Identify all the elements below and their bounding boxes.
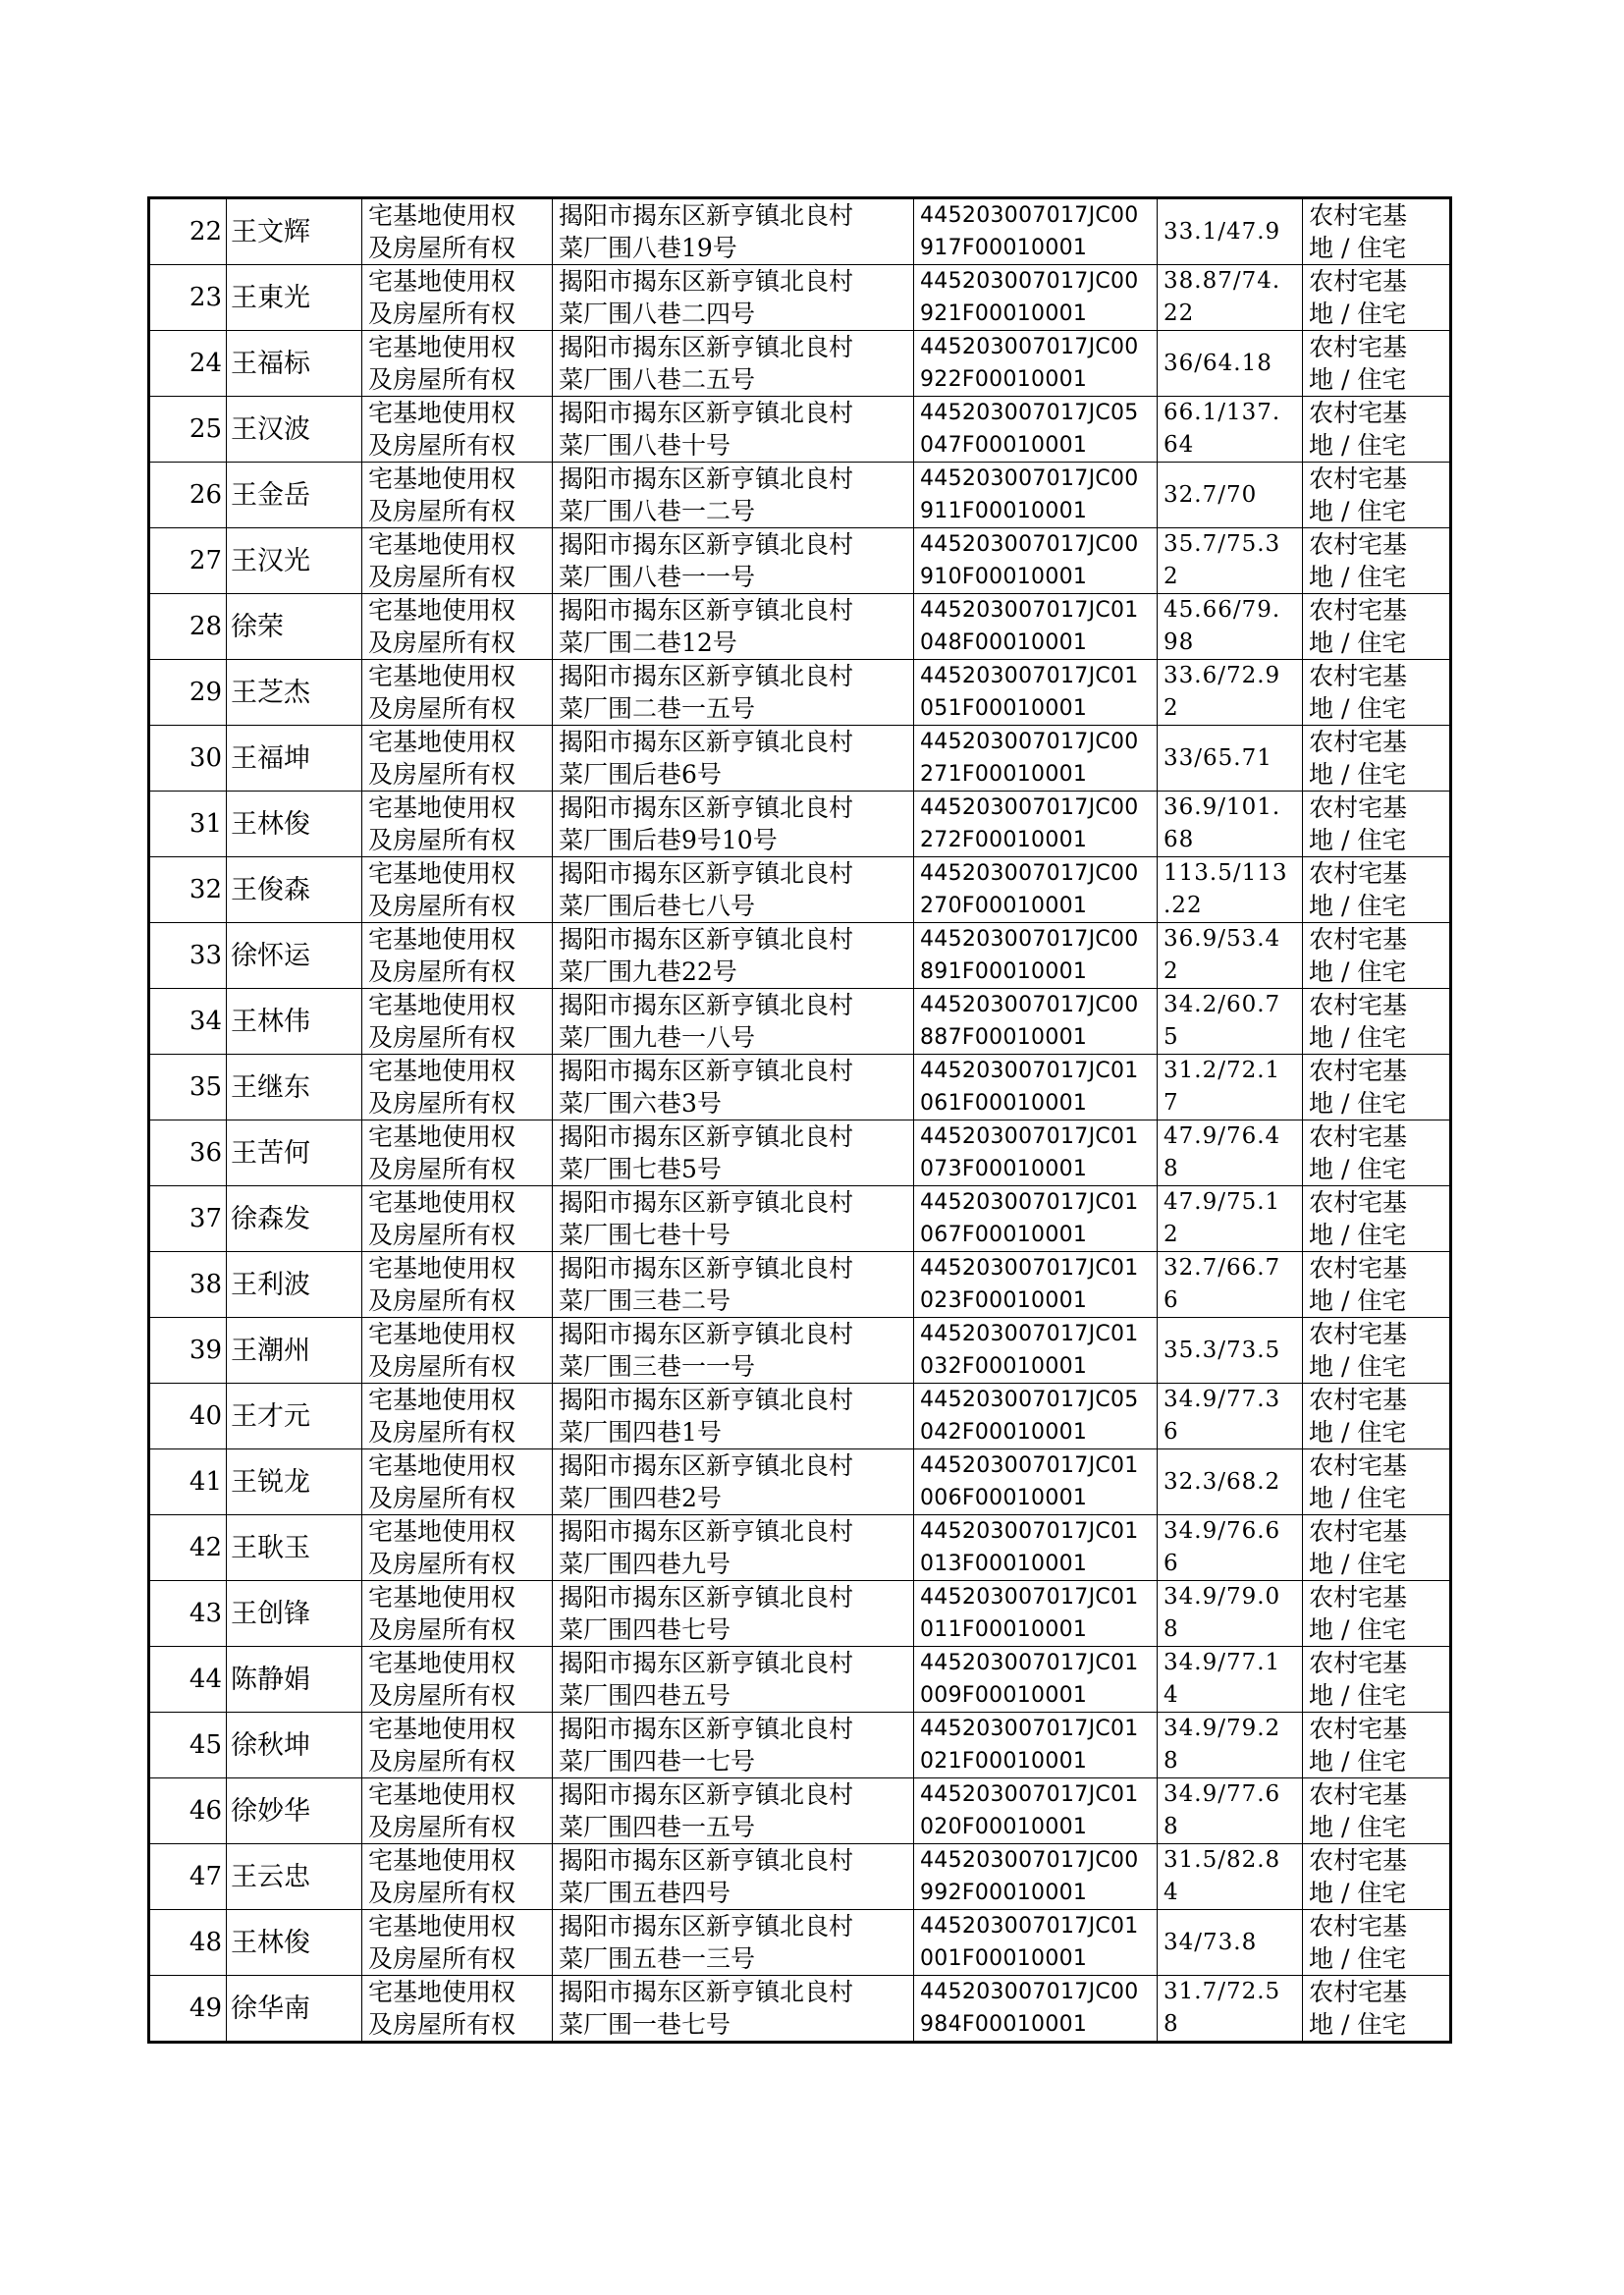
table-row — [149, 1120, 1451, 1186]
right-type-cell: 宅基地使用权 及房屋所有权 — [362, 594, 553, 660]
unit-code-cell: 445203007017JC01 009F00010001 — [914, 1647, 1158, 1713]
table-row — [149, 1976, 1451, 2043]
right-type-cell: 宅基地使用权 及房屋所有权 — [362, 463, 553, 528]
unit-code-cell: 445203007017JC01 061F00010001 — [914, 1055, 1158, 1120]
table-row — [149, 726, 1451, 792]
unit-code-cell: 445203007017JC01 073F00010001 — [914, 1120, 1158, 1186]
land-use-cell: 农村宅基 地 / 住宅 — [1303, 1713, 1451, 1778]
right-type-cell: 宅基地使用权 及房屋所有权 — [362, 857, 553, 923]
table-row — [149, 1055, 1451, 1120]
row-number-cell: 26 — [149, 463, 227, 528]
unit-code-cell: 445203007017JC00 272F00010001 — [914, 792, 1158, 857]
land-use-cell: 农村宅基 地 / 住宅 — [1303, 265, 1451, 331]
land-use-cell: 农村宅基 地 / 住宅 — [1303, 1647, 1451, 1713]
land-use-cell: 农村宅基 地 / 住宅 — [1303, 331, 1451, 397]
right-type-cell: 宅基地使用权 及房屋所有权 — [362, 1120, 553, 1186]
owner-name-cell: 徐华南 — [227, 1976, 362, 2043]
unit-code-cell: 445203007017JC01 011F00010001 — [914, 1581, 1158, 1647]
row-number-cell: 30 — [149, 726, 227, 792]
row-number-cell: 39 — [149, 1318, 227, 1384]
land-building-area-cell: 34.9/76.6 6 — [1158, 1515, 1303, 1581]
unit-code-cell: 445203007017JC01 013F00010001 — [914, 1515, 1158, 1581]
row-number-cell: 45 — [149, 1713, 227, 1778]
land-building-area-cell: 32.7/70 — [1158, 463, 1303, 528]
row-number-cell: 49 — [149, 1976, 227, 2043]
land-use-cell: 农村宅基 地 / 住宅 — [1303, 989, 1451, 1055]
unit-code-cell: 445203007017JC01 032F00010001 — [914, 1318, 1158, 1384]
land-building-area-cell: 113.5/113 .22 — [1158, 857, 1303, 923]
owner-name-cell: 王创锋 — [227, 1581, 362, 1647]
table-row — [149, 923, 1451, 989]
land-building-area-cell: 35.7/75.3 2 — [1158, 528, 1303, 594]
property-address-cell: 揭阳市揭东区新亨镇北良村 菜厂围八巷十号 — [553, 397, 914, 463]
property-address-cell: 揭阳市揭东区新亨镇北良村 菜厂围三巷二号 — [553, 1252, 914, 1318]
row-number-cell: 24 — [149, 331, 227, 397]
land-use-cell: 农村宅基 地 / 住宅 — [1303, 1976, 1451, 2043]
table-row — [149, 1318, 1451, 1384]
land-building-area-cell: 32.3/68.2 — [1158, 1449, 1303, 1515]
row-number-cell: 37 — [149, 1186, 227, 1252]
row-number-cell: 44 — [149, 1647, 227, 1713]
property-address-cell: 揭阳市揭东区新亨镇北良村 菜厂围九巷22号 — [553, 923, 914, 989]
right-type-cell: 宅基地使用权 及房屋所有权 — [362, 1515, 553, 1581]
right-type-cell: 宅基地使用权 及房屋所有权 — [362, 792, 553, 857]
owner-name-cell: 王金岳 — [227, 463, 362, 528]
right-type-cell: 宅基地使用权 及房屋所有权 — [362, 1976, 553, 2043]
owner-name-cell: 王汉光 — [227, 528, 362, 594]
owner-name-cell: 王林俊 — [227, 792, 362, 857]
property-address-cell: 揭阳市揭东区新亨镇北良村 菜厂围八巷一二号 — [553, 463, 914, 528]
owner-name-cell: 徐荣 — [227, 594, 362, 660]
table-row — [149, 1252, 1451, 1318]
table-row — [149, 331, 1451, 397]
property-address-cell: 揭阳市揭东区新亨镇北良村 菜厂围四巷一七号 — [553, 1713, 914, 1778]
land-use-cell: 农村宅基 地 / 住宅 — [1303, 1120, 1451, 1186]
unit-code-cell: 445203007017JC00 917F00010001 — [914, 198, 1158, 265]
row-number-cell: 23 — [149, 265, 227, 331]
table-row — [149, 1647, 1451, 1713]
unit-code-cell: 445203007017JC01 067F00010001 — [914, 1186, 1158, 1252]
right-type-cell: 宅基地使用权 及房屋所有权 — [362, 1778, 553, 1844]
owner-name-cell: 徐秋坤 — [227, 1713, 362, 1778]
unit-code-cell: 445203007017JC01 048F00010001 — [914, 594, 1158, 660]
table-row — [149, 1778, 1451, 1844]
property-address-cell: 揭阳市揭东区新亨镇北良村 菜厂围五巷四号 — [553, 1844, 914, 1910]
row-number-cell: 46 — [149, 1778, 227, 1844]
land-building-area-cell: 33.6/72.9 2 — [1158, 660, 1303, 726]
property-address-cell: 揭阳市揭东区新亨镇北良村 菜厂围六巷3号 — [553, 1055, 914, 1120]
land-use-cell: 农村宅基 地 / 住宅 — [1303, 198, 1451, 265]
property-address-cell: 揭阳市揭东区新亨镇北良村 菜厂围二巷一五号 — [553, 660, 914, 726]
right-type-cell: 宅基地使用权 及房屋所有权 — [362, 923, 553, 989]
table-row — [149, 792, 1451, 857]
property-address-cell: 揭阳市揭东区新亨镇北良村 菜厂围八巷19号 — [553, 198, 914, 265]
land-use-cell: 农村宅基 地 / 住宅 — [1303, 1449, 1451, 1515]
table-row — [149, 528, 1451, 594]
owner-name-cell: 王汉波 — [227, 397, 362, 463]
right-type-cell: 宅基地使用权 及房屋所有权 — [362, 1713, 553, 1778]
land-use-cell: 农村宅基 地 / 住宅 — [1303, 594, 1451, 660]
unit-code-cell: 445203007017JC00 992F00010001 — [914, 1844, 1158, 1910]
right-type-cell: 宅基地使用权 及房屋所有权 — [362, 528, 553, 594]
owner-name-cell: 王利波 — [227, 1252, 362, 1318]
property-address-cell: 揭阳市揭东区新亨镇北良村 菜厂围八巷二五号 — [553, 331, 914, 397]
property-address-cell: 揭阳市揭东区新亨镇北良村 菜厂围后巷9号10号 — [553, 792, 914, 857]
owner-name-cell: 王福坤 — [227, 726, 362, 792]
unit-code-cell: 445203007017JC00 922F00010001 — [914, 331, 1158, 397]
table-row — [149, 1844, 1451, 1910]
row-number-cell: 38 — [149, 1252, 227, 1318]
land-building-area-cell: 66.1/137. 64 — [1158, 397, 1303, 463]
property-address-cell: 揭阳市揭东区新亨镇北良村 菜厂围四巷五号 — [553, 1647, 914, 1713]
owner-name-cell: 陈静娟 — [227, 1647, 362, 1713]
land-building-area-cell: 31.2/72.1 7 — [1158, 1055, 1303, 1120]
property-address-cell: 揭阳市揭东区新亨镇北良村 菜厂围四巷七号 — [553, 1581, 914, 1647]
table-row — [149, 1713, 1451, 1778]
unit-code-cell: 445203007017JC00 887F00010001 — [914, 989, 1158, 1055]
unit-code-cell: 445203007017JC05 047F00010001 — [914, 397, 1158, 463]
land-building-area-cell: 31.5/82.8 4 — [1158, 1844, 1303, 1910]
right-type-cell: 宅基地使用权 及房屋所有权 — [362, 265, 553, 331]
property-address-cell: 揭阳市揭东区新亨镇北良村 菜厂围七巷十号 — [553, 1186, 914, 1252]
right-type-cell: 宅基地使用权 及房屋所有权 — [362, 1581, 553, 1647]
owner-name-cell: 王继东 — [227, 1055, 362, 1120]
row-number-cell: 34 — [149, 989, 227, 1055]
right-type-cell: 宅基地使用权 及房屋所有权 — [362, 1055, 553, 1120]
unit-code-cell: 445203007017JC00 984F00010001 — [914, 1976, 1158, 2043]
property-address-cell: 揭阳市揭东区新亨镇北良村 菜厂围四巷九号 — [553, 1515, 914, 1581]
land-building-area-cell: 34/73.8 — [1158, 1910, 1303, 1976]
land-use-cell: 农村宅基 地 / 住宅 — [1303, 1318, 1451, 1384]
unit-code-cell: 445203007017JC01 020F00010001 — [914, 1778, 1158, 1844]
property-address-cell: 揭阳市揭东区新亨镇北良村 菜厂围五巷一三号 — [553, 1910, 914, 1976]
land-building-area-cell: 45.66/79. 98 — [1158, 594, 1303, 660]
unit-code-cell: 445203007017JC00 891F00010001 — [914, 923, 1158, 989]
owner-name-cell: 王才元 — [227, 1384, 362, 1449]
owner-name-cell: 王耿玉 — [227, 1515, 362, 1581]
right-type-cell: 宅基地使用权 及房屋所有权 — [362, 726, 553, 792]
unit-code-cell: 445203007017JC00 270F00010001 — [914, 857, 1158, 923]
owner-name-cell: 王锐龙 — [227, 1449, 362, 1515]
land-use-cell: 农村宅基 地 / 住宅 — [1303, 923, 1451, 989]
unit-code-cell: 445203007017JC00 921F00010001 — [914, 265, 1158, 331]
owner-name-cell: 徐怀运 — [227, 923, 362, 989]
right-type-cell: 宅基地使用权 及房屋所有权 — [362, 198, 553, 265]
row-number-cell: 36 — [149, 1120, 227, 1186]
land-building-area-cell: 36.9/53.4 2 — [1158, 923, 1303, 989]
owner-name-cell: 王芝杰 — [227, 660, 362, 726]
owner-name-cell: 王東光 — [227, 265, 362, 331]
unit-code-cell: 445203007017JC00 271F00010001 — [914, 726, 1158, 792]
land-building-area-cell: 36/64.18 — [1158, 331, 1303, 397]
right-type-cell: 宅基地使用权 及房屋所有权 — [362, 1186, 553, 1252]
land-building-area-cell: 31.7/72.5 8 — [1158, 1976, 1303, 2043]
right-type-cell: 宅基地使用权 及房屋所有权 — [362, 1647, 553, 1713]
right-type-cell: 宅基地使用权 及房屋所有权 — [362, 331, 553, 397]
property-address-cell: 揭阳市揭东区新亨镇北良村 菜厂围四巷2号 — [553, 1449, 914, 1515]
table-row — [149, 198, 1451, 265]
row-number-cell: 43 — [149, 1581, 227, 1647]
land-use-cell: 农村宅基 地 / 住宅 — [1303, 1186, 1451, 1252]
right-type-cell: 宅基地使用权 及房屋所有权 — [362, 1910, 553, 1976]
owner-name-cell: 徐妙华 — [227, 1778, 362, 1844]
land-use-cell: 农村宅基 地 / 住宅 — [1303, 1778, 1451, 1844]
registration-table — [147, 196, 1452, 2044]
row-number-cell: 40 — [149, 1384, 227, 1449]
owner-name-cell: 王林俊 — [227, 1910, 362, 1976]
table-row — [149, 1384, 1451, 1449]
land-use-cell: 农村宅基 地 / 住宅 — [1303, 397, 1451, 463]
row-number-cell: 31 — [149, 792, 227, 857]
row-number-cell: 35 — [149, 1055, 227, 1120]
property-address-cell: 揭阳市揭东区新亨镇北良村 菜厂围后巷七八号 — [553, 857, 914, 923]
table-row — [149, 1581, 1451, 1647]
land-building-area-cell: 34.2/60.7 5 — [1158, 989, 1303, 1055]
unit-code-cell: 445203007017JC00 910F00010001 — [914, 528, 1158, 594]
land-building-area-cell: 47.9/75.1 2 — [1158, 1186, 1303, 1252]
land-use-cell: 农村宅基 地 / 住宅 — [1303, 726, 1451, 792]
land-use-cell: 农村宅基 地 / 住宅 — [1303, 660, 1451, 726]
row-number-cell: 28 — [149, 594, 227, 660]
table-row — [149, 594, 1451, 660]
property-address-cell: 揭阳市揭东区新亨镇北良村 菜厂围九巷一八号 — [553, 989, 914, 1055]
unit-code-cell: 445203007017JC01 006F00010001 — [914, 1449, 1158, 1515]
land-building-area-cell: 36.9/101. 68 — [1158, 792, 1303, 857]
table-row — [149, 857, 1451, 923]
unit-code-cell: 445203007017JC05 042F00010001 — [914, 1384, 1158, 1449]
row-number-cell: 32 — [149, 857, 227, 923]
property-address-cell: 揭阳市揭东区新亨镇北良村 菜厂围八巷二四号 — [553, 265, 914, 331]
table-row — [149, 1449, 1451, 1515]
land-building-area-cell: 34.9/77.3 6 — [1158, 1384, 1303, 1449]
row-number-cell: 27 — [149, 528, 227, 594]
owner-name-cell: 徐森发 — [227, 1186, 362, 1252]
table-row — [149, 660, 1451, 726]
property-address-cell: 揭阳市揭东区新亨镇北良村 菜厂围后巷6号 — [553, 726, 914, 792]
land-use-cell: 农村宅基 地 / 住宅 — [1303, 1515, 1451, 1581]
right-type-cell: 宅基地使用权 及房屋所有权 — [362, 1384, 553, 1449]
right-type-cell: 宅基地使用权 及房屋所有权 — [362, 1449, 553, 1515]
property-address-cell: 揭阳市揭东区新亨镇北良村 菜厂围八巷一一号 — [553, 528, 914, 594]
property-address-cell: 揭阳市揭东区新亨镇北良村 菜厂围四巷1号 — [553, 1384, 914, 1449]
right-type-cell: 宅基地使用权 及房屋所有权 — [362, 1844, 553, 1910]
owner-name-cell: 王福标 — [227, 331, 362, 397]
unit-code-cell: 445203007017JC01 051F00010001 — [914, 660, 1158, 726]
row-number-cell: 47 — [149, 1844, 227, 1910]
land-use-cell: 农村宅基 地 / 住宅 — [1303, 463, 1451, 528]
owner-name-cell: 王俊森 — [227, 857, 362, 923]
table-row — [149, 1515, 1451, 1581]
property-address-cell: 揭阳市揭东区新亨镇北良村 菜厂围三巷一一号 — [553, 1318, 914, 1384]
right-type-cell: 宅基地使用权 及房屋所有权 — [362, 1318, 553, 1384]
table-body — [149, 198, 1451, 2043]
land-use-cell: 农村宅基 地 / 住宅 — [1303, 857, 1451, 923]
property-address-cell: 揭阳市揭东区新亨镇北良村 菜厂围一巷七号 — [553, 1976, 914, 2043]
land-building-area-cell: 34.9/79.0 8 — [1158, 1581, 1303, 1647]
land-use-cell: 农村宅基 地 / 住宅 — [1303, 1910, 1451, 1976]
land-building-area-cell: 38.87/74. 22 — [1158, 265, 1303, 331]
table-row — [149, 989, 1451, 1055]
land-building-area-cell: 34.9/77.6 8 — [1158, 1778, 1303, 1844]
table-row — [149, 1910, 1451, 1976]
right-type-cell: 宅基地使用权 及房屋所有权 — [362, 660, 553, 726]
land-use-cell: 农村宅基 地 / 住宅 — [1303, 1384, 1451, 1449]
row-number-cell: 29 — [149, 660, 227, 726]
owner-name-cell: 王文辉 — [227, 198, 362, 265]
row-number-cell: 33 — [149, 923, 227, 989]
row-number-cell: 48 — [149, 1910, 227, 1976]
land-building-area-cell: 34.9/77.1 4 — [1158, 1647, 1303, 1713]
right-type-cell: 宅基地使用权 及房屋所有权 — [362, 989, 553, 1055]
land-building-area-cell: 32.7/66.7 6 — [1158, 1252, 1303, 1318]
row-number-cell: 22 — [149, 198, 227, 265]
owner-name-cell: 王林伟 — [227, 989, 362, 1055]
table-row — [149, 397, 1451, 463]
land-building-area-cell: 33/65.71 — [1158, 726, 1303, 792]
land-use-cell: 农村宅基 地 / 住宅 — [1303, 1252, 1451, 1318]
land-use-cell: 农村宅基 地 / 住宅 — [1303, 528, 1451, 594]
unit-code-cell: 445203007017JC01 021F00010001 — [914, 1713, 1158, 1778]
land-use-cell: 农村宅基 地 / 住宅 — [1303, 1844, 1451, 1910]
owner-name-cell: 王潮州 — [227, 1318, 362, 1384]
table-row — [149, 463, 1451, 528]
land-use-cell: 农村宅基 地 / 住宅 — [1303, 1581, 1451, 1647]
table-row — [149, 1186, 1451, 1252]
land-building-area-cell: 35.3/73.5 — [1158, 1318, 1303, 1384]
right-type-cell: 宅基地使用权 及房屋所有权 — [362, 397, 553, 463]
unit-code-cell: 445203007017JC01 023F00010001 — [914, 1252, 1158, 1318]
land-building-area-cell: 47.9/76.4 8 — [1158, 1120, 1303, 1186]
owner-name-cell: 王苦何 — [227, 1120, 362, 1186]
unit-code-cell: 445203007017JC00 911F00010001 — [914, 463, 1158, 528]
row-number-cell: 25 — [149, 397, 227, 463]
land-use-cell: 农村宅基 地 / 住宅 — [1303, 792, 1451, 857]
right-type-cell: 宅基地使用权 及房屋所有权 — [362, 1252, 553, 1318]
owner-name-cell: 王云忠 — [227, 1844, 362, 1910]
row-number-cell: 42 — [149, 1515, 227, 1581]
property-address-cell: 揭阳市揭东区新亨镇北良村 菜厂围二巷12号 — [553, 594, 914, 660]
land-building-area-cell: 33.1/47.9 — [1158, 198, 1303, 265]
property-address-cell: 揭阳市揭东区新亨镇北良村 菜厂围七巷5号 — [553, 1120, 914, 1186]
land-building-area-cell: 34.9/79.2 8 — [1158, 1713, 1303, 1778]
unit-code-cell: 445203007017JC01 001F00010001 — [914, 1910, 1158, 1976]
row-number-cell: 41 — [149, 1449, 227, 1515]
land-use-cell: 农村宅基 地 / 住宅 — [1303, 1055, 1451, 1120]
property-address-cell: 揭阳市揭东区新亨镇北良村 菜厂围四巷一五号 — [553, 1778, 914, 1844]
table-row — [149, 265, 1451, 331]
